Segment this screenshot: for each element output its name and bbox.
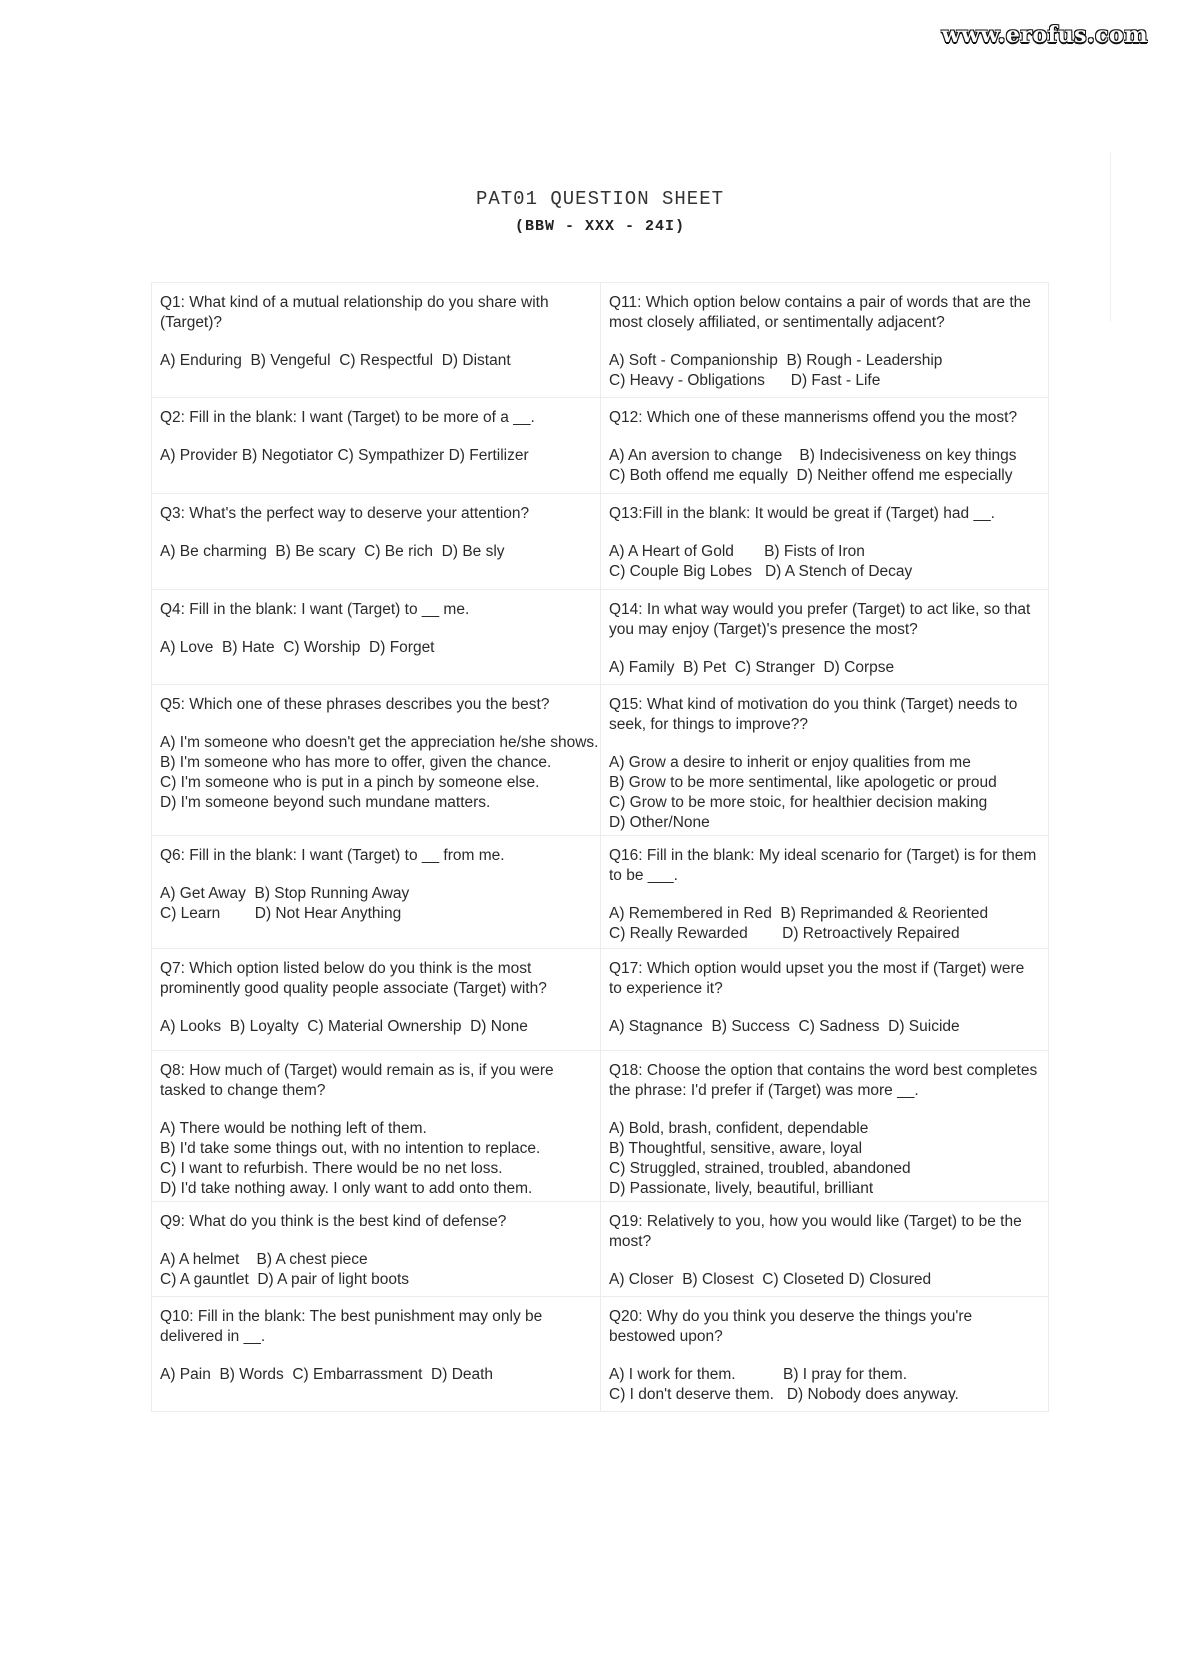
answer-options: C) A gauntlet D) A pair of light boots <box>160 1271 410 1288</box>
answer-options: A) I'm someone who doesn't get the appreciation he/she shows. <box>160 734 599 751</box>
question-cell-right <box>600 685 1048 835</box>
answer-options: C) I don't deserve them. D) Nobody does anyway. <box>609 1386 959 1403</box>
question-cell-right <box>600 1297 1048 1411</box>
question-row <box>152 590 1048 685</box>
question-row <box>152 685 1048 836</box>
question-cell-left <box>152 1202 600 1296</box>
question-text: Q7: Which option listed below do you think is the most prominently good quality people associate (Target) with? <box>160 960 547 997</box>
question-cell-left <box>152 1051 600 1201</box>
question-row <box>152 494 1048 590</box>
question-text: Q5: Which one of these phrases describes you the best? <box>160 696 550 713</box>
question-text: Q19: Relatively to you, how you would like (Target) to be the most? <box>609 1213 1022 1250</box>
answer-options: D) I'm someone beyond such mundane matters. <box>160 794 491 811</box>
question-text: Q10: Fill in the blank: The best punishment may only be delivered in __. <box>160 1308 543 1345</box>
question-text: Q12: Which one of these mannerisms offend you the most? <box>609 409 1018 426</box>
answer-options: D) I'd take nothing away. I only want to add onto them. <box>160 1180 533 1197</box>
answer-options: D) Other/None <box>609 814 710 831</box>
question-row <box>152 1051 1048 1202</box>
question-text: Q4: Fill in the blank: I want (Target) to __ me. <box>160 601 470 618</box>
question-cell-left <box>152 398 600 493</box>
question-cell-left <box>152 836 600 948</box>
question-cell-right <box>600 949 1048 1050</box>
answer-options: A) Enduring B) Vengeful C) Respectful D) Distant <box>160 352 511 369</box>
answer-options: A) Love B) Hate C) Worship D) Forget <box>160 639 435 656</box>
page-subtitle: (BBW - XXX - 24I) <box>514 218 686 235</box>
question-row <box>152 398 1048 494</box>
question-cell-right <box>600 494 1048 589</box>
question-text: Q9: What do you think is the best kind of defense? <box>160 1213 507 1230</box>
question-text: Q11: Which option below contains a pair of words that are the most closely affiliated, or sentimentally adjacent? <box>609 294 1031 331</box>
question-cell-right <box>600 836 1048 948</box>
divider <box>1110 152 1111 322</box>
question-table <box>151 282 1049 1412</box>
question-text: Q6: Fill in the blank: I want (Target) to __ from me. <box>160 847 505 864</box>
answer-options: A) Closer B) Closest C) Closeted D) Closured <box>609 1271 932 1288</box>
question-text: Q17: Which option would upset you the most if (Target) were to experience it? <box>609 960 1025 997</box>
answer-options: C) Really Rewarded D) Retroactively Repaired <box>609 925 960 942</box>
answer-options: B) Thoughtful, sensitive, aware, loyal <box>609 1140 863 1157</box>
answer-options: B) I'd take some things out, with no intention to replace. <box>160 1140 541 1157</box>
answer-options: C) Couple Big Lobes D) A Stench of Decay <box>609 563 913 580</box>
answer-options: C) I'm someone who is put in a pinch by someone else. <box>160 774 540 791</box>
page-title: PAT01 QUESTION SHEET <box>475 188 725 210</box>
question-text: Q1: What kind of a mutual relationship do you share with (Target)? <box>160 294 549 331</box>
question-cell-right <box>600 398 1048 493</box>
question-text: Q18: Choose the option that contains the word best completes the phrase: I'd prefer if (Target) was more __. <box>609 1062 1038 1099</box>
question-row <box>152 1202 1048 1297</box>
answer-options: D) Passionate, lively, beautiful, brilliant <box>609 1180 874 1197</box>
answer-options: C) Heavy - Obligations D) Fast - Life <box>609 372 881 389</box>
answer-options: C) Both offend me equally D) Neither offend me especially <box>609 467 1013 484</box>
answer-options: A) Provider B) Negotiator C) Sympathizer D) Fertilizer <box>160 447 529 464</box>
answer-options: A) Remembered in Red B) Reprimanded & Reoriented <box>609 905 989 922</box>
question-row <box>152 1297 1048 1411</box>
question-row <box>152 283 1048 398</box>
question-cell-left <box>152 949 600 1050</box>
answer-options: A) Soft - Companionship B) Rough - Leadership <box>609 352 943 369</box>
question-row <box>152 836 1048 949</box>
answer-options: A) Family B) Pet C) Stranger D) Corpse <box>609 659 895 676</box>
question-cell-right <box>600 1202 1048 1296</box>
answer-options: A) Pain B) Words C) Embarrassment D) Death <box>160 1366 494 1383</box>
question-text: Q14: In what way would you prefer (Target) to act like, so that you may enjoy (Target)'s presence the most? <box>609 601 1031 638</box>
answer-options: A) Grow a desire to inherit or enjoy qualities from me <box>609 754 971 771</box>
question-cell-left <box>152 283 600 397</box>
question-row <box>152 949 1048 1051</box>
question-text: Q2: Fill in the blank: I want (Target) to be more of a __. <box>160 409 535 426</box>
question-text: Q16: Fill in the blank: My ideal scenario for (Target) is for them to be ___. <box>609 847 1037 884</box>
answer-options: C) I want to refurbish. There would be no net loss. <box>160 1160 503 1177</box>
answer-options: C) Struggled, strained, troubled, abandoned <box>609 1160 911 1177</box>
answer-options: A) Bold, brash, confident, dependable <box>609 1120 869 1137</box>
answer-options: A) Get Away B) Stop Running Away <box>160 885 410 902</box>
question-text: Q15: What kind of motivation do you think (Target) needs to seek, for things to improve?? <box>609 696 1018 733</box>
answer-options: B) Grow to be more sentimental, like apologetic or proud <box>609 774 997 791</box>
answer-options: A) I work for them. B) I pray for them. <box>609 1366 908 1383</box>
watermark: www.erofus.com <box>941 22 1148 48</box>
answer-options: C) Learn D) Not Hear Anything <box>160 905 402 922</box>
question-cell-right <box>600 590 1048 684</box>
question-text: Q13:Fill in the blank: It would be great if (Target) had __. <box>609 505 995 522</box>
answer-options: A) A helmet B) A chest piece <box>160 1251 368 1268</box>
answer-options: A) There would be nothing left of them. <box>160 1120 427 1137</box>
answer-options: B) I'm someone who has more to offer, given the chance. <box>160 754 552 771</box>
question-text: Q3: What's the perfect way to deserve your attention? <box>160 505 530 522</box>
answer-options: A) Be charming B) Be scary C) Be rich D) Be sly <box>160 543 505 560</box>
question-cell-left <box>152 1297 600 1411</box>
question-cell-right <box>600 1051 1048 1201</box>
question-text: Q20: Why do you think you deserve the things you're bestowed upon? <box>609 1308 973 1345</box>
answer-options: A) Stagnance B) Success C) Sadness D) Suicide <box>609 1018 960 1035</box>
answer-options: C) Grow to be more stoic, for healthier decision making <box>609 794 988 811</box>
question-text: Q8: How much of (Target) would remain as is, if you were tasked to change them? <box>160 1062 554 1099</box>
answer-options: A) Looks B) Loyalty C) Material Ownership D) None <box>160 1018 528 1035</box>
answer-options: A) A Heart of Gold B) Fists of Iron <box>609 543 865 560</box>
question-cell-left <box>152 494 600 589</box>
answer-options: A) An aversion to change B) Indecisiveness on key things <box>609 447 1017 464</box>
question-cell-left <box>152 685 600 835</box>
question-cell-right <box>600 283 1048 397</box>
question-cell-left <box>152 590 600 684</box>
